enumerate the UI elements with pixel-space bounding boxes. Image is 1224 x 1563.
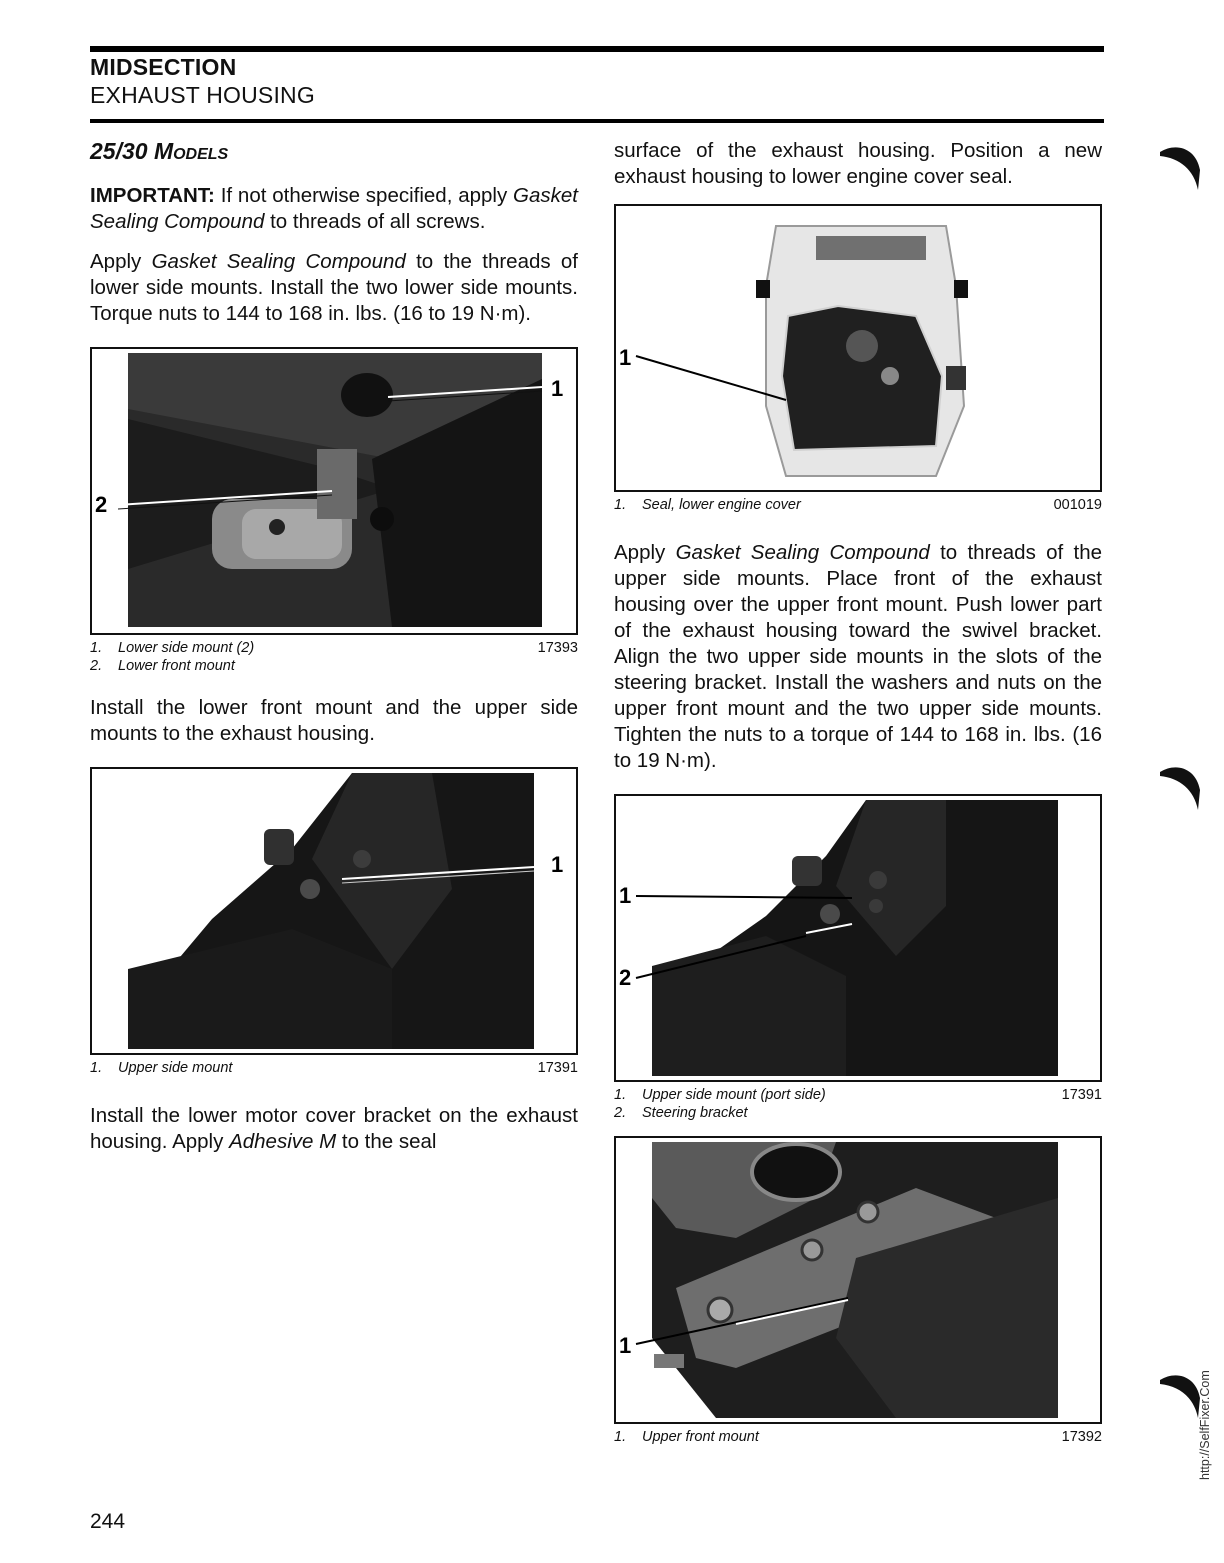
photo-upper-side-mount: [92, 769, 576, 1053]
figure-lower-engine-cover-seal: [614, 204, 1102, 492]
p2-pre: Apply: [614, 541, 666, 564]
p2-italic: Gasket Sealing Compound: [675, 541, 930, 564]
photo-upper-side-mount-port: [616, 796, 1100, 1080]
important-italic: Gasket Sealing Compound: [90, 184, 578, 233]
figure-ref: 17391: [1061, 1087, 1102, 1103]
callout-2: 2: [95, 492, 108, 517]
important-paragraph: [90, 183, 578, 235]
callout-1: 1: [619, 1333, 632, 1358]
callout-1: 1: [551, 852, 564, 877]
header-rule-bottom: [90, 119, 1104, 123]
photo-upper-front-mount: [616, 1138, 1100, 1422]
callout-1: 1: [619, 345, 632, 370]
caption-item: 1. Seal, lower engine cover: [614, 497, 801, 513]
figure-caption: [614, 496, 1102, 514]
header-subsection: EXHAUST HOUSING: [90, 82, 315, 108]
paragraph-seal-surface: surface of the exhaust housing. Position a new exhaust housing to lower engine cover seal.: [614, 139, 1102, 188]
right-column: [614, 138, 1102, 1446]
figure-ref: 17393: [537, 640, 578, 656]
page-number: 244: [90, 1510, 126, 1533]
p3-pre: Install the lower motor cover bracket on the exhaust housing. Apply: [90, 1104, 578, 1153]
callout-2: 2: [619, 965, 632, 990]
p3-post: to the seal: [341, 1130, 437, 1153]
figure-ref: 001019: [1053, 497, 1102, 513]
figure-caption: [614, 1428, 1102, 1446]
figure-lower-side-mount: [90, 347, 578, 635]
caption-item: 1. Upper front mount: [614, 1429, 759, 1445]
figure-caption: [90, 1059, 578, 1077]
figure-ref: 17391: [537, 1060, 578, 1076]
section-title-number: 25/30: [90, 138, 148, 164]
figure-upper-side-mount: [90, 767, 578, 1055]
important-text: If not otherwise specified, apply: [220, 184, 508, 207]
header-rule-top: [90, 46, 1104, 52]
figure-upper-front-mount: [614, 1136, 1102, 1424]
caption-item: 1. Upper side mount (port side): [614, 1087, 826, 1103]
caption-item: 1. Lower side mount (2): [90, 640, 255, 656]
callout-1: 1: [551, 376, 564, 401]
p1-pre: Apply: [90, 250, 142, 273]
figure-ref: 17392: [1061, 1429, 1102, 1445]
photo-lower-engine-cover-seal: [616, 206, 1100, 490]
p1-italic: Gasket Sealing Compound: [151, 250, 406, 273]
section-title-word: Models: [153, 138, 229, 164]
paragraph-upper-side-mounts: [614, 540, 1102, 774]
header-section: MIDSECTION: [90, 54, 237, 80]
section-title: [90, 138, 578, 165]
photo-lower-side-mount: [92, 349, 576, 633]
callout-1: 1: [619, 883, 632, 908]
binding-mark-icon: [1156, 140, 1202, 200]
binding-mark-icon: [1156, 760, 1202, 820]
paragraph-motor-cover-bracket: [90, 1103, 578, 1155]
caption-item: 1. Upper side mount: [90, 1060, 233, 1076]
p1-post: to the threads of lower side mounts. Install the two lower side mounts. Torque nuts to 144 to 168 in. lbs. (16 to 19 N·m).: [90, 250, 579, 325]
p3-italic: Adhesive M: [229, 1130, 337, 1153]
important-label: IMPORTANT:: [90, 184, 215, 207]
caption-item: 2. Steering bracket: [614, 1105, 748, 1121]
p2-post: to threads of the upper side mounts. Place front of the exhaust housing over the upper front mount. Push lower part of the exhaust housing toward the swivel bracket. Align the two upper side mounts in the slots of the steering bracket. Install the washers and nuts on the upper front mount and the two upper side mounts. Tighten the nuts to a torque of 144 to 168 in. lbs. (16 to 19 N·m).: [614, 541, 1103, 772]
caption-item: 2. Lower front mount: [90, 658, 235, 674]
important-tail: to threads of all screws.: [270, 210, 486, 233]
left-column: [90, 138, 578, 1155]
figure-upper-side-mount-port: [614, 794, 1102, 1082]
side-url: http://SelfFixer.Com: [1198, 1370, 1212, 1480]
figure-caption: [90, 639, 578, 675]
paragraph-lower-mounts: [90, 249, 578, 327]
paragraph-install-lower-front: Install the lower front mount and the upper side mounts to the exhaust housing.: [90, 696, 578, 745]
binding-mark-icon: [1156, 1368, 1202, 1428]
figure-caption: [614, 1086, 1102, 1122]
